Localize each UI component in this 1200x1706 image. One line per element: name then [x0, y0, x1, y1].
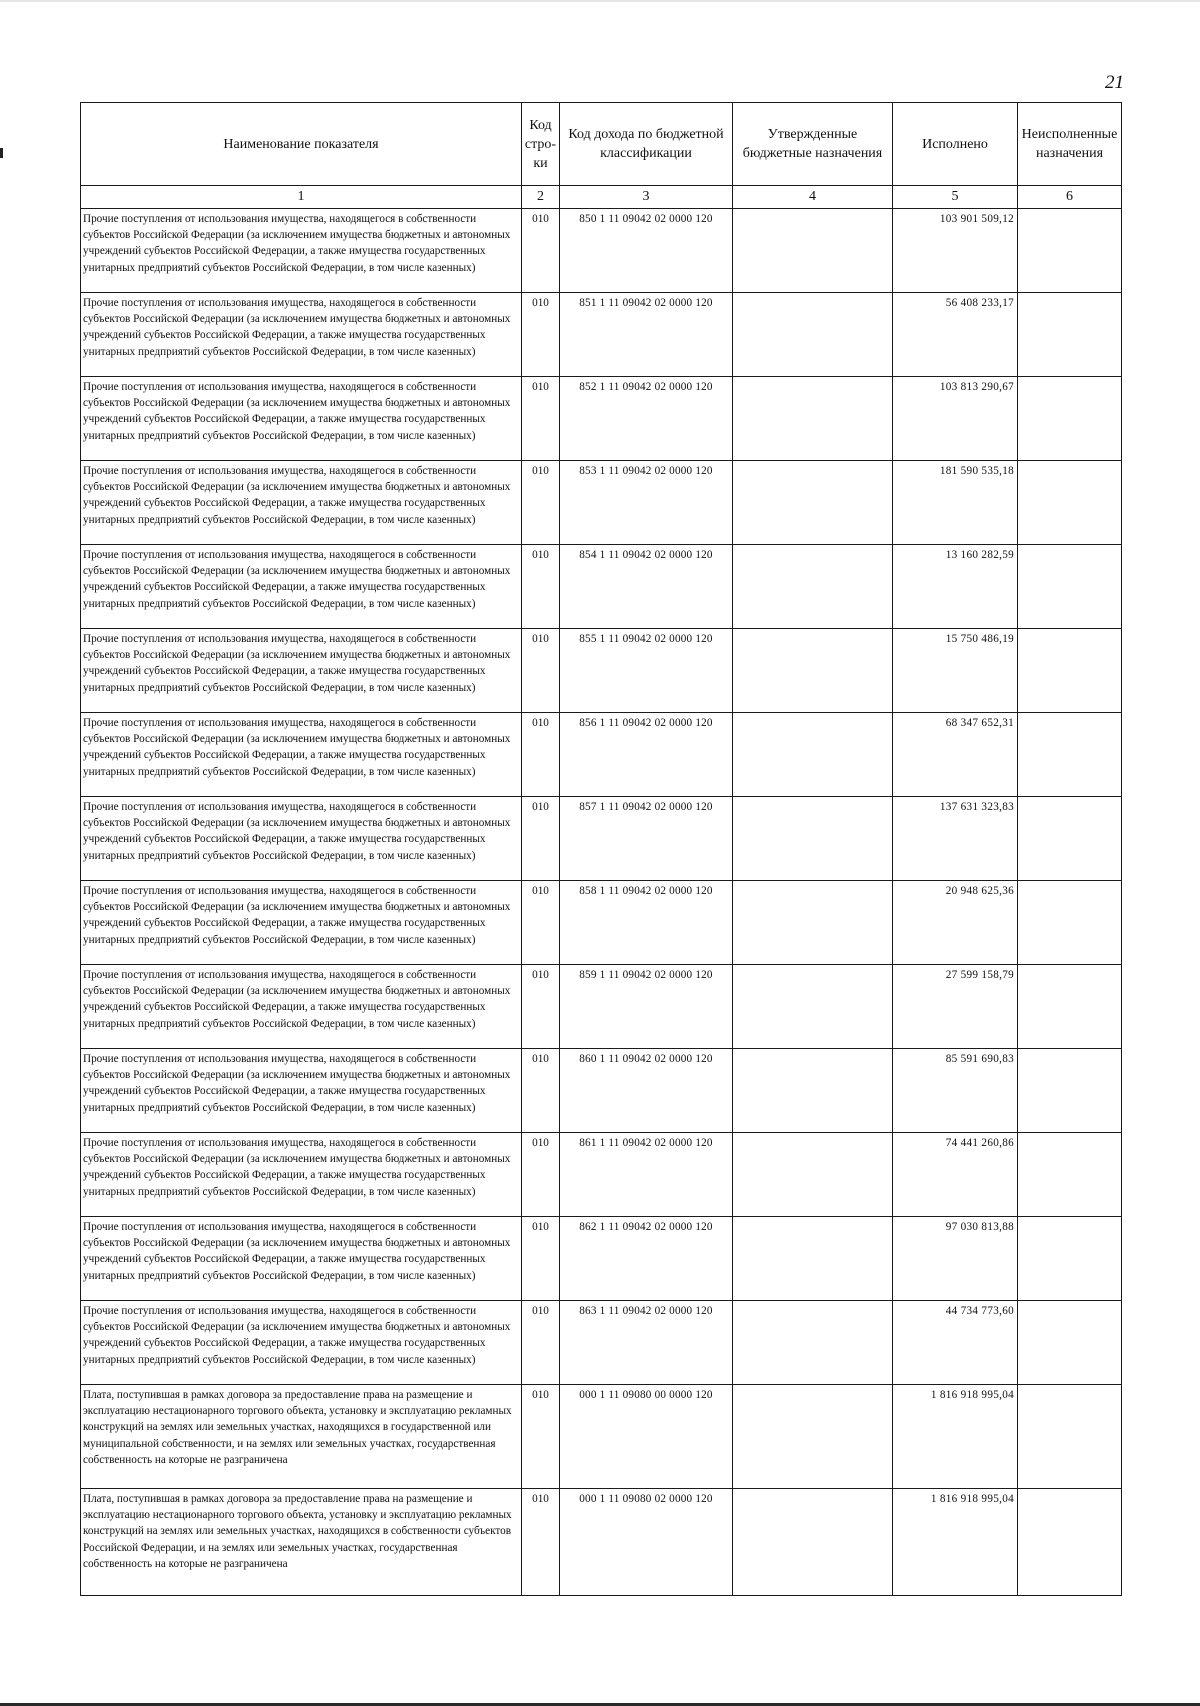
- unexecuted-amount: [1018, 1385, 1122, 1489]
- income-code: 858 1 11 09042 02 0000 120: [560, 881, 733, 965]
- unexecuted-amount: [1018, 461, 1122, 545]
- indicator-name: Прочие поступления от использования имущества, находящегося в собственности субъектов Российской Федерации (за исключением имущества бюджетных и автономных учреждений субъектов Российской Федерации, а также имущества государственных унитарных предприятий субъектов Российской Федерации, в том числе казенных): [81, 1217, 522, 1301]
- executed-amount: 1 816 918 995,04: [893, 1489, 1018, 1596]
- indicator-name: Прочие поступления от использования имущества, находящегося в собственности субъектов Российской Федерации (за исключением имущества бюджетных и автономных учреждений субъектов Российской Федерации, а также имущества государственных унитарных предприятий субъектов Российской Федерации, в том числе казенных): [81, 965, 522, 1049]
- indicator-name: Прочие поступления от использования имущества, находящегося в собственности субъектов Российской Федерации (за исключением имущества бюджетных и автономных учреждений субъектов Российской Федерации, а также имущества государственных унитарных предприятий субъектов Российской Федерации, в том числе казенных): [81, 209, 522, 293]
- column-number: 1: [81, 186, 522, 209]
- unexecuted-amount: [1018, 293, 1122, 377]
- approved-amount: [733, 1385, 893, 1489]
- table-row: [81, 1301, 1122, 1385]
- unexecuted-amount: [1018, 1133, 1122, 1217]
- approved-amount: [733, 1049, 893, 1133]
- table-row: [81, 629, 1122, 713]
- unexecuted-amount: [1018, 209, 1122, 293]
- approved-amount: [733, 377, 893, 461]
- executed-amount: 15 750 486,19: [893, 629, 1018, 713]
- table-row: [81, 1217, 1122, 1301]
- unexecuted-amount: [1018, 545, 1122, 629]
- column-number-row: [81, 186, 1122, 209]
- executed-amount: 44 734 773,60: [893, 1301, 1018, 1385]
- indicator-name: Плата, поступившая в рамках договора за предоставление права на размещение и эксплуатацию нестационарного торгового объекта, установку и эксплуатацию рекламных конструкций на землях или земельных участках, находящихся в собственности субъектов Российской Федерации, и на землях или земельных участках, государственная собственность на которые не разграничена: [81, 1489, 522, 1596]
- unexecuted-amount: [1018, 1489, 1122, 1596]
- line-code: 010: [522, 461, 560, 545]
- table-row: [81, 461, 1122, 545]
- indicator-name: Прочие поступления от использования имущества, находящегося в собственности субъектов Российской Федерации (за исключением имущества бюджетных и автономных учреждений субъектов Российской Федерации, а также имущества государственных унитарных предприятий субъектов Российской Федерации, в том числе казенных): [81, 461, 522, 545]
- header-approved: Утвержденные бюджетные назначения: [733, 103, 893, 186]
- unexecuted-amount: [1018, 797, 1122, 881]
- line-code: 010: [522, 1049, 560, 1133]
- indicator-name: Прочие поступления от использования имущества, находящегося в собственности субъектов Российской Федерации (за исключением имущества бюджетных и автономных учреждений субъектов Российской Федерации, а также имущества государственных унитарных предприятий субъектов Российской Федерации, в том числе казенных): [81, 377, 522, 461]
- executed-amount: 103 901 509,12: [893, 209, 1018, 293]
- line-code: 010: [522, 881, 560, 965]
- table-row: [81, 713, 1122, 797]
- approved-amount: [733, 545, 893, 629]
- income-code: 863 1 11 09042 02 0000 120: [560, 1301, 733, 1385]
- income-code: 860 1 11 09042 02 0000 120: [560, 1049, 733, 1133]
- indicator-name: Прочие поступления от использования имущества, находящегося в собственности субъектов Российской Федерации (за исключением имущества бюджетных и автономных учреждений субъектов Российской Федерации, а также имущества государственных унитарных предприятий субъектов Российской Федерации, в том числе казенных): [81, 293, 522, 377]
- column-number: 4: [733, 186, 893, 209]
- indicator-name: Прочие поступления от использования имущества, находящегося в собственности субъектов Российской Федерации (за исключением имущества бюджетных и автономных учреждений субъектов Российской Федерации, а также имущества государственных унитарных предприятий субъектов Российской Федерации, в том числе казенных): [81, 797, 522, 881]
- table-row: [81, 1489, 1122, 1596]
- budget-execution-table: [80, 102, 1122, 1596]
- executed-amount: 137 631 323,83: [893, 797, 1018, 881]
- approved-amount: [733, 797, 893, 881]
- indicator-name: Прочие поступления от использования имущества, находящегося в собственности субъектов Российской Федерации (за исключением имущества бюджетных и автономных учреждений субъектов Российской Федерации, а также имущества государственных унитарных предприятий субъектов Российской Федерации, в том числе казенных): [81, 545, 522, 629]
- line-code: 010: [522, 377, 560, 461]
- income-code: 859 1 11 09042 02 0000 120: [560, 965, 733, 1049]
- unexecuted-amount: [1018, 1301, 1122, 1385]
- approved-amount: [733, 461, 893, 545]
- header-row: [81, 103, 1122, 186]
- executed-amount: 181 590 535,18: [893, 461, 1018, 545]
- executed-amount: 68 347 652,31: [893, 713, 1018, 797]
- line-code: 010: [522, 293, 560, 377]
- column-number: 3: [560, 186, 733, 209]
- approved-amount: [733, 629, 893, 713]
- indicator-name: Прочие поступления от использования имущества, находящегося в собственности субъектов Российской Федерации (за исключением имущества бюджетных и автономных учреждений субъектов Российской Федерации, а также имущества государственных унитарных предприятий субъектов Российской Федерации, в том числе казенных): [81, 1049, 522, 1133]
- scan-margin-mark: [0, 148, 3, 158]
- income-code: 850 1 11 09042 02 0000 120: [560, 209, 733, 293]
- unexecuted-amount: [1018, 881, 1122, 965]
- approved-amount: [733, 881, 893, 965]
- header-executed: Исполнено: [893, 103, 1018, 186]
- line-code: 010: [522, 209, 560, 293]
- approved-amount: [733, 965, 893, 1049]
- unexecuted-amount: [1018, 1217, 1122, 1301]
- unexecuted-amount: [1018, 713, 1122, 797]
- approved-amount: [733, 209, 893, 293]
- line-code: 010: [522, 1385, 560, 1489]
- unexecuted-amount: [1018, 965, 1122, 1049]
- table-row: [81, 965, 1122, 1049]
- executed-amount: 56 408 233,17: [893, 293, 1018, 377]
- line-code: 010: [522, 545, 560, 629]
- approved-amount: [733, 1133, 893, 1217]
- executed-amount: 27 599 158,79: [893, 965, 1018, 1049]
- table-row: [81, 545, 1122, 629]
- income-code: 851 1 11 09042 02 0000 120: [560, 293, 733, 377]
- table-row: [81, 1133, 1122, 1217]
- scan-edge-top: [0, 0, 1200, 2]
- executed-amount: 20 948 625,36: [893, 881, 1018, 965]
- income-code: 853 1 11 09042 02 0000 120: [560, 461, 733, 545]
- approved-amount: [733, 1489, 893, 1596]
- line-code: 010: [522, 1489, 560, 1596]
- table-body: [81, 209, 1122, 1596]
- line-code: 010: [522, 797, 560, 881]
- line-code: 010: [522, 1301, 560, 1385]
- income-code: 000 1 11 09080 00 0000 120: [560, 1385, 733, 1489]
- table-row: [81, 797, 1122, 881]
- approved-amount: [733, 1217, 893, 1301]
- income-code: 862 1 11 09042 02 0000 120: [560, 1217, 733, 1301]
- indicator-name: Прочие поступления от использования имущества, находящегося в собственности субъектов Российской Федерации (за исключением имущества бюджетных и автономных учреждений субъектов Российской Федерации, а также имущества государственных унитарных предприятий субъектов Российской Федерации, в том числе казенных): [81, 713, 522, 797]
- income-code: 861 1 11 09042 02 0000 120: [560, 1133, 733, 1217]
- unexecuted-amount: [1018, 629, 1122, 713]
- line-code: 010: [522, 965, 560, 1049]
- indicator-name: Прочие поступления от использования имущества, находящегося в собственности субъектов Российской Федерации (за исключением имущества бюджетных и автономных учреждений субъектов Российской Федерации, а также имущества государственных унитарных предприятий субъектов Российской Федерации, в том числе казенных): [81, 1133, 522, 1217]
- approved-amount: [733, 1301, 893, 1385]
- header-line-code: Код стро-ки: [522, 103, 560, 186]
- indicator-name: Прочие поступления от использования имущества, находящегося в собственности субъектов Российской Федерации (за исключением имущества бюджетных и автономных учреждений субъектов Российской Федерации, а также имущества государственных унитарных предприятий субъектов Российской Федерации, в том числе казенных): [81, 629, 522, 713]
- table-row: [81, 293, 1122, 377]
- income-code: 856 1 11 09042 02 0000 120: [560, 713, 733, 797]
- column-number: 2: [522, 186, 560, 209]
- indicator-name: Прочие поступления от использования имущества, находящегося в собственности субъектов Российской Федерации (за исключением имущества бюджетных и автономных учреждений субъектов Российской Федерации, а также имущества государственных унитарных предприятий субъектов Российской Федерации, в том числе казенных): [81, 881, 522, 965]
- indicator-name: Плата, поступившая в рамках договора за предоставление права на размещение и эксплуатацию нестационарного торгового объекта, установку и эксплуатацию рекламных конструкций на землях или земельных участках, находящихся в государственной или муниципальной собственности, и на землях или земельных участках, государственная собственность на которые не разграничена: [81, 1385, 522, 1489]
- table-header: [81, 103, 1122, 209]
- income-code: 000 1 11 09080 02 0000 120: [560, 1489, 733, 1596]
- column-number: 6: [1018, 186, 1122, 209]
- table-row: [81, 881, 1122, 965]
- header-unexecuted: Неисполненные назначения: [1018, 103, 1122, 186]
- page-number: 21: [1105, 72, 1124, 93]
- executed-amount: 103 813 290,67: [893, 377, 1018, 461]
- income-code: 852 1 11 09042 02 0000 120: [560, 377, 733, 461]
- executed-amount: 13 160 282,59: [893, 545, 1018, 629]
- income-code: 857 1 11 09042 02 0000 120: [560, 797, 733, 881]
- income-code: 855 1 11 09042 02 0000 120: [560, 629, 733, 713]
- line-code: 010: [522, 629, 560, 713]
- unexecuted-amount: [1018, 377, 1122, 461]
- executed-amount: 74 441 260,86: [893, 1133, 1018, 1217]
- header-income-code: Код дохода по бюджетной классификации: [560, 103, 733, 186]
- indicator-name: Прочие поступления от использования имущества, находящегося в собственности субъектов Российской Федерации (за исключением имущества бюджетных и автономных учреждений субъектов Российской Федерации, а также имущества государственных унитарных предприятий субъектов Российской Федерации, в том числе казенных): [81, 1301, 522, 1385]
- column-number: 5: [893, 186, 1018, 209]
- income-code: 854 1 11 09042 02 0000 120: [560, 545, 733, 629]
- approved-amount: [733, 713, 893, 797]
- table-row: [81, 1385, 1122, 1489]
- line-code: 010: [522, 1217, 560, 1301]
- executed-amount: 97 030 813,88: [893, 1217, 1018, 1301]
- line-code: 010: [522, 1133, 560, 1217]
- table-row: [81, 209, 1122, 293]
- unexecuted-amount: [1018, 1049, 1122, 1133]
- executed-amount: 85 591 690,83: [893, 1049, 1018, 1133]
- table-row: [81, 377, 1122, 461]
- executed-amount: 1 816 918 995,04: [893, 1385, 1018, 1489]
- line-code: 010: [522, 713, 560, 797]
- table-row: [81, 1049, 1122, 1133]
- header-indicator-name: Наименование показателя: [81, 103, 522, 186]
- approved-amount: [733, 293, 893, 377]
